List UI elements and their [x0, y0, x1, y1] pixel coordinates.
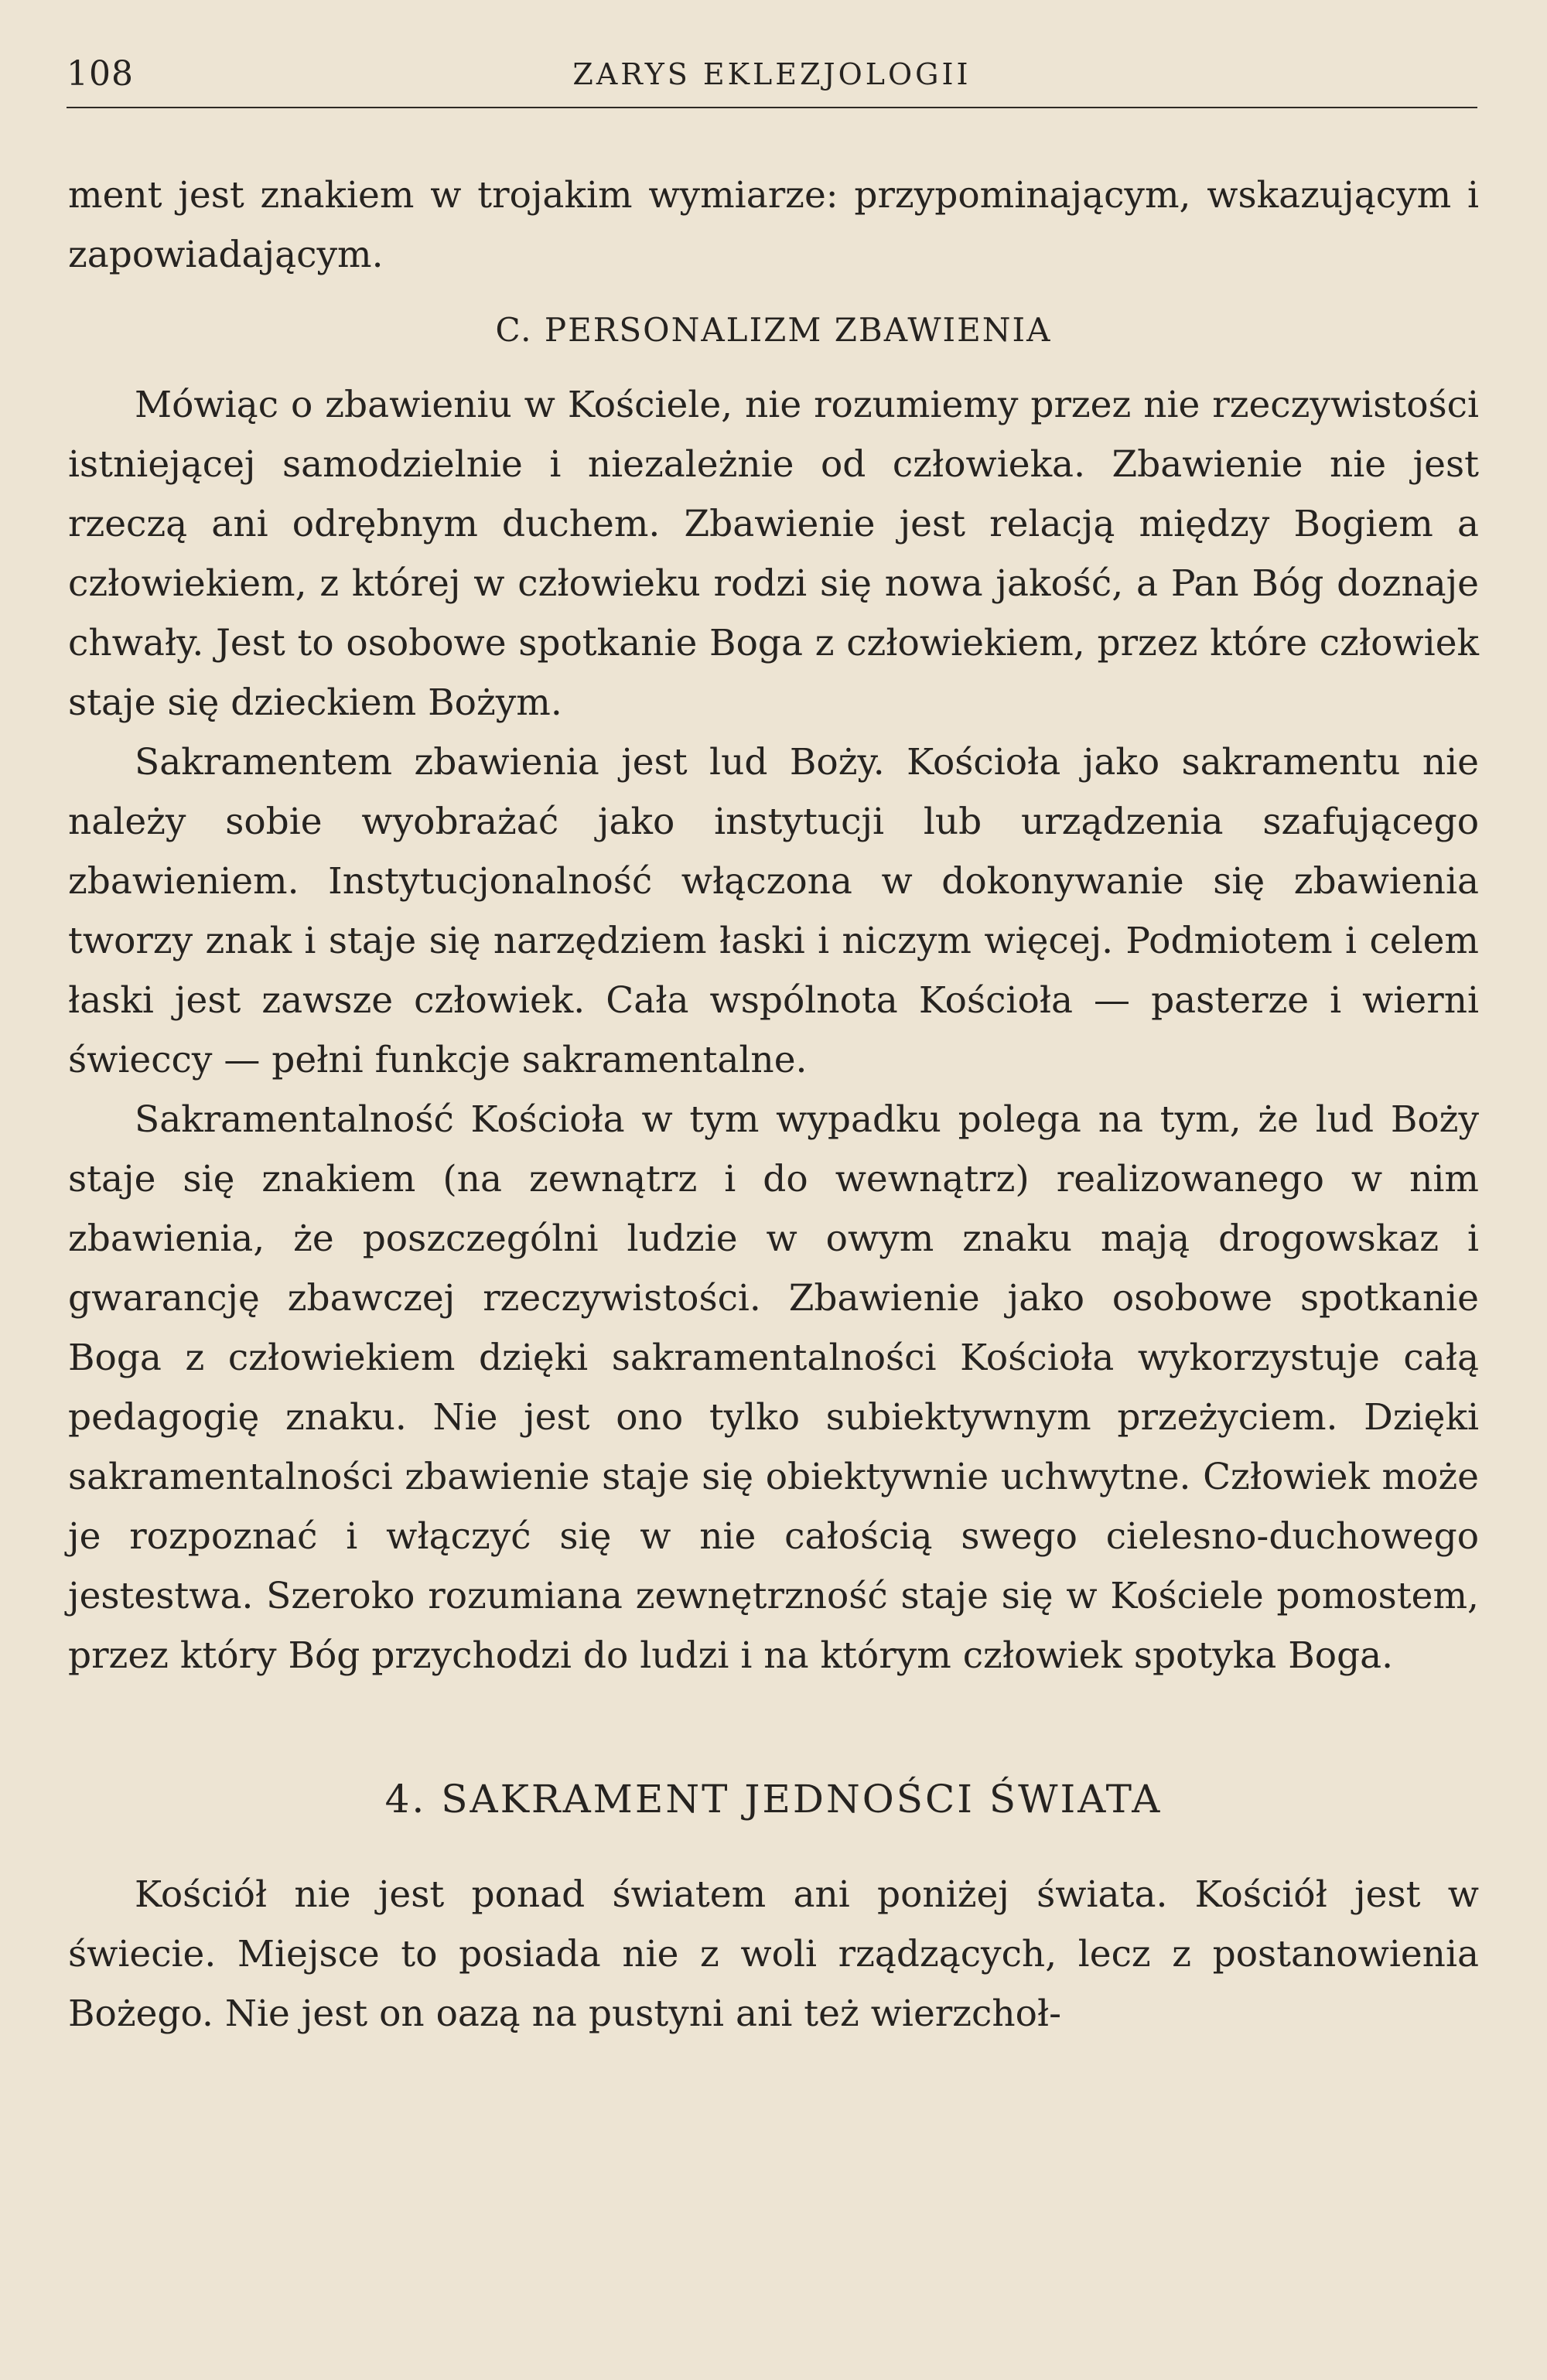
page-header: [67, 51, 1477, 108]
opening-paragraph: ment jest znakiem w trojakim wymiarze: przypominającym, wskazującym i zapowiadającym.: [68, 174, 1479, 276]
closing-paragraph: Kościół nie jest ponad światem ani poniżej świata. Kościół jest w świecie. Miejsce to posiada nie z woli rządzących, lecz z postanowienia Bożego. Nie jest on oazą na pustyni ani też wierzchoł-: [68, 1873, 1479, 2035]
section-heading: C. PERSONALIZM ZBAWIENIA: [495, 311, 1052, 349]
body-text: [68, 166, 1479, 2044]
running-title: ZARYS EKLEZJOLOGII: [572, 57, 972, 91]
page-number: 108: [67, 54, 134, 94]
paragraph: Sakramentalność Kościoła w tym wypadku polega na tym, że lud Boży staje się znakiem (na zewnątrz i do wewnątrz) realizowanego w nim zbawienia, że poszczególni ludzie w owym znaku mają drogowskaz i gwarancję zbawczej rzeczywistości. Zbawienie jako osobowe spotkanie Boga z człowiekiem dzięki sakramentalności Kościoła wykorzystuje całą pedagogię znaku. Nie jest ono tylko subiektywnym przeżyciem. Dzięki sakramentalności zbawienie staje się obiektywnie uchwytne. Człowiek może je rozpoznać i włączyć się w nie całością swego cielesno-duchowego jestestwa. Szeroko rozumiana zewnętrzność staje się w Kościele pomostem, przez który Bóg przychodzi do ludzi i na którym człowiek spotyka Boga.: [68, 1098, 1479, 1677]
paragraph: Sakramentem zbawienia jest lud Boży. Kościoła jako sakramentu nie należy sobie wyobrażać jako instytucji lub urządzenia szafującego zbawieniem. Instytucjonalność włączona w dokonywanie się zbawienia tworzy znak i staje się narzędziem łaski i niczym więcej. Podmiotem i celem łaski jest zawsze człowiek. Cała wspólnota Kościoła — pasterze i wierni świeccy — pełni funkcje sakramentalne.: [68, 741, 1479, 1081]
chapter-heading: 4. SAKRAMENT JEDNOŚCI ŚWIATA: [384, 1777, 1163, 1822]
paragraph: Mówiąc o zbawieniu w Kościele, nie rozumiemy przez nie rzeczywistości istniejącej samodzielnie i niezależnie od człowieka. Zbawienie nie jest rzeczą ani odrębnym duchem. Zbawienie jest relacją między Bogiem a człowiekiem, z której w człowieku rodzi się nowa jakość, a Pan Bóg doznaje chwały. Jest to osobowe spotkanie Boga z człowiekiem, przez które człowiek staje się dzieckiem Bożym.: [68, 384, 1479, 724]
